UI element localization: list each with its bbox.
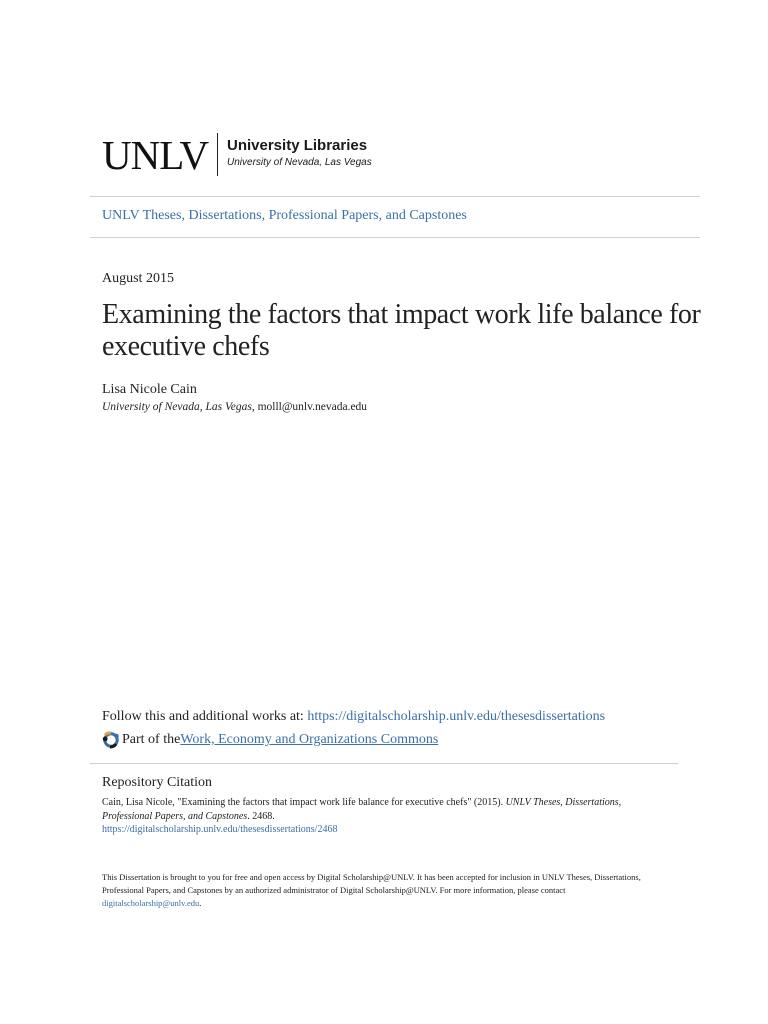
citation-heading: Repository Citation	[102, 775, 213, 790]
citation-text	[102, 796, 662, 837]
publication-date: August 2015	[102, 271, 174, 286]
document-title: Examining the factors that impact work life balance for executive chefs	[102, 299, 701, 362]
library-title: University Libraries	[227, 137, 368, 154]
logo-divider	[217, 133, 218, 176]
author-email[interactable]: , molll@unlv.nevada.edu	[251, 401, 368, 413]
citation-part-2: . 2468.	[247, 810, 275, 822]
part-of-line	[102, 731, 438, 749]
notice-text: This Dissertation is brought to you for free and open access by Digital Scholarship@UNLV. It has been accepted for inclusion in UNLV Theses, Dissertations, Professional Papers, and Capstones by an authorized administrator of Digital Scholarship@UNLV. For more information, please contact	[102, 872, 641, 895]
network-icon	[102, 731, 120, 749]
unlv-logo: UNLV	[102, 132, 209, 178]
citation-link[interactable]: https://digitalscholarship.unlv.edu/thesesdissertations/2468	[102, 824, 338, 835]
divider-citation	[90, 763, 678, 764]
library-subtitle: University of Nevada, Las Vegas	[227, 157, 372, 168]
follow-prefix: Follow this and additional works at:	[102, 709, 308, 724]
author-institution: University of Nevada, Las Vegas	[102, 401, 252, 413]
access-notice	[102, 871, 677, 910]
divider-mid	[90, 237, 700, 238]
notice-end: .	[199, 898, 202, 908]
citation-part-1: Cain, Lisa Nicole, "Examining the factors that impact work life balance for executive chefs" (2015).	[102, 797, 506, 808]
follow-line	[102, 708, 605, 726]
contact-email-link[interactable]: digitalscholarship@unlv.edu	[102, 898, 200, 908]
citation-series: UNLV Theses, Dissertations, Professional Papers, and Capstones	[102, 797, 622, 822]
author-affiliation	[102, 400, 367, 414]
divider-top	[90, 196, 700, 197]
collection-link[interactable]: UNLV Theses, Dissertations, Professional Papers, and Capstones	[102, 208, 467, 223]
follow-link[interactable]: https://digitalscholarship.unlv.edu/thesesdissertations	[307, 709, 606, 724]
author-name: Lisa Nicole Cain	[102, 382, 197, 397]
commons-link[interactable]: Work, Economy and Organizations Commons	[180, 732, 439, 747]
part-of-prefix: Part of the	[122, 732, 181, 747]
